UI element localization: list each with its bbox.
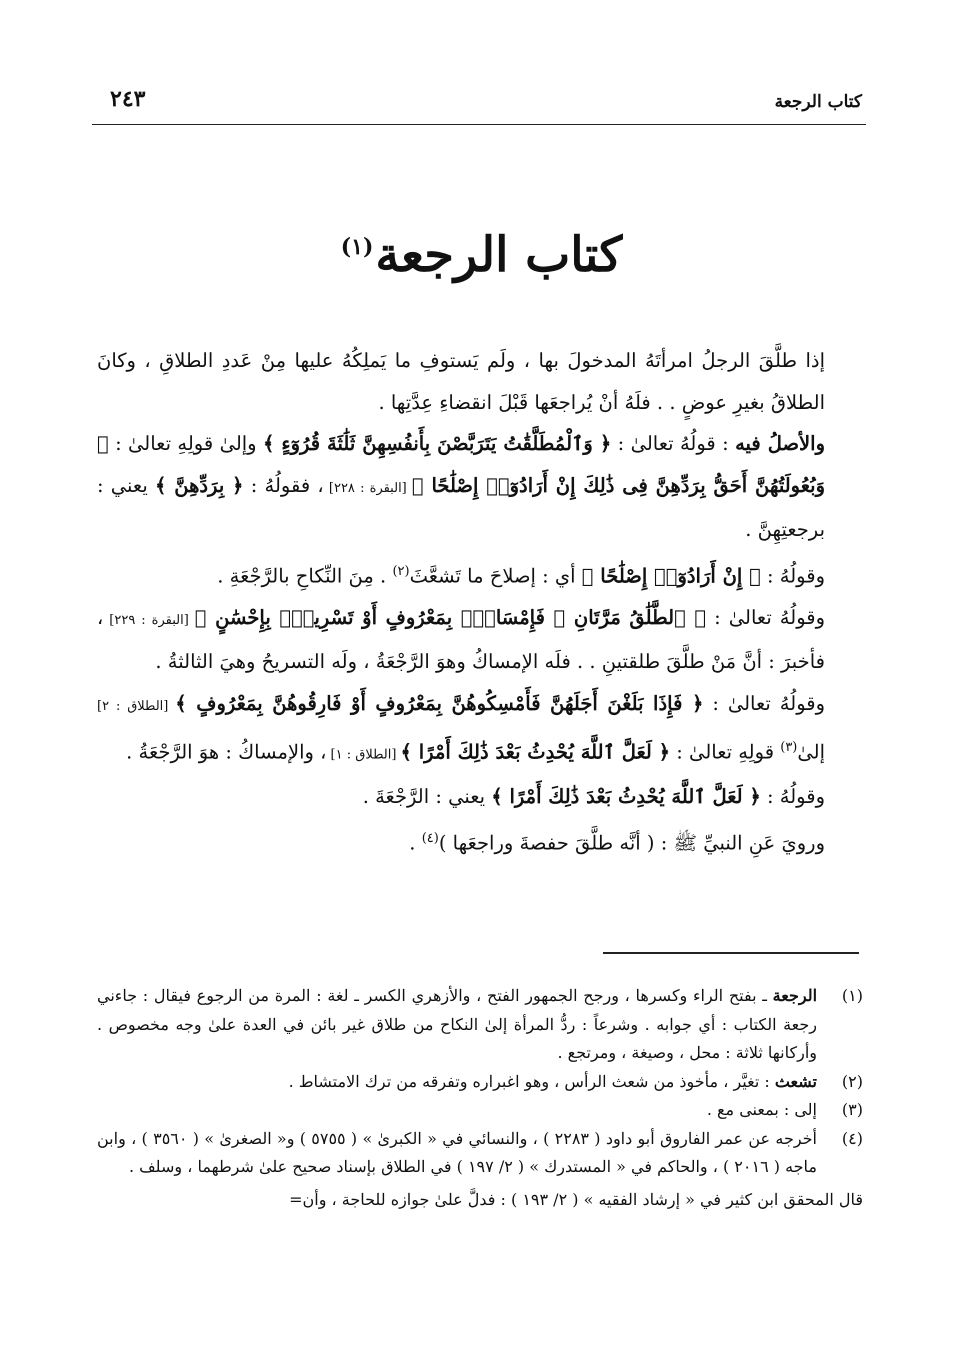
paragraph-5-text-a: وقولُهُ تعالىٰ :: [703, 691, 825, 715]
footnote-headword: تشعث: [774, 1071, 817, 1091]
footnote-1: [97, 982, 863, 1068]
paragraph-2-text-c: ، فقولُهُ :: [243, 473, 324, 497]
footnote-text: إلى : بمعنى مع .: [706, 1100, 817, 1119]
chapter-title-footnote-ref: (١): [340, 234, 374, 260]
footnote-ref-2: (٢): [392, 563, 410, 579]
verse-citation-1: [البقرة : ٢٢٨]: [323, 480, 412, 496]
paragraph-1: إذا طلَّقَ الرجلُ امرأتَهُ المدخولَ بها ، ولَم يَستوفِ ما يَملِكُهُ عليها مِنْ عَددِ الطلاقِ ، وكانَ الطلاقُ بغيرِ عوضٍ . . فلَهُ أنْ يُراجعَها قَبْلَ انقضاءِ عِدَّتِها .: [97, 349, 825, 414]
footnote-separator: [603, 952, 859, 954]
quran-verse-8: ﴿ لَعَلَّ ٱللَّهَ يُحْدِثُ بَعْدَ ذَٰلِكَ أَمْرًا ﴾: [491, 785, 761, 808]
verse-citation-4: [الطلاق : ١]: [326, 747, 401, 763]
footnote-number: (٢): [841, 1071, 863, 1091]
quran-verse-4: ﴿ إِنْ أَرَادُوٓا۟ إِصْلَٰحًا ﴾: [581, 564, 761, 587]
paragraph-3-text-b: أي : إصلاحَ ما تَشعَّثَ: [409, 564, 582, 587]
paragraph-6: [97, 776, 863, 818]
footnote-ref-3: (٣): [780, 740, 798, 755]
running-header: [92, 84, 866, 125]
paragraph-2: [97, 423, 863, 551]
quran-verse-6: ﴿ فَإِذَا بَلَغْنَ أَجَلَهُنَّ فَأَمْسِكُوهُنَّ بِمَعْرُوفٍ أَوْ فَارِقُوهُنَّ بِمَعْرُوفٍ ﴾: [175, 691, 704, 715]
footnote-number: (٣): [841, 1100, 863, 1119]
verse-citation-3: [الطلاق : ٢]: [97, 698, 176, 714]
footnote-3: [97, 1096, 863, 1125]
paragraph-5: [97, 683, 863, 777]
footnotes: [97, 982, 863, 1214]
footnote-headword: الرجعة: [772, 986, 818, 1005]
chapter-title-text: كتاب الرجعة: [375, 227, 623, 283]
footnote-continuation: قال المحقق ابن كثير في « إرشاد الفقيه » ( ٢/ ١٩٣ ) : فدلَّ علىٰ جوازه للحاجة ، وأن=: [289, 1189, 863, 1209]
paragraph-2-text-a: : قولُهُ تعالىٰ :: [611, 432, 736, 455]
paragraph-3-text-c: . مِنَ النِّكاحِ بالرَّجْعَةِ .: [217, 564, 393, 587]
paragraph-3-text-a: وقولُهُ :: [760, 564, 825, 587]
quran-verse-1: ﴿ وَٱلْمُطَلَّقَٰتُ يَتَرَبَّصْنَ بِأَنفُسِهِنَّ ثَلَٰثَةَ قُرُوٓءٍ ﴾: [263, 432, 612, 455]
paragraph-4: [97, 597, 863, 683]
footnote-2: [97, 1068, 863, 1097]
footnote-text: : تغيَّر ، مأخوذ من شعث الرأس ، وهو اغبراره وتفرقه من ترك الامتشاط .: [288, 1071, 775, 1091]
quran-verse-7: ﴿ لَعَلَّ ٱللَّهَ يُحْدِثُ بَعْدَ ذَٰلِكَ أَمْرًا ﴾: [400, 740, 671, 764]
paragraph-2-text-d: يعني : برجعتِهِنَّ .: [97, 473, 825, 541]
footnote-ref-4: (٤): [421, 830, 439, 846]
paragraph-5-text-b: إلىٰ: [797, 740, 825, 764]
paragraph-4-text-b: ، فأخبرَ : أنَّ مَنْ طلَّقَ طلقتينِ . . فلَه الإمساكُ وهوَ الرَّجْعَةُ ، ولَه التسريحُ وهيَ الثالثةُ .: [97, 605, 825, 673]
paragraph-5-text-d: ، والإمساكُ : هوَ الرَّجْعَةُ .: [126, 740, 327, 764]
paragraph-7-text-b: .: [409, 831, 422, 854]
footnote-number: (١): [841, 986, 863, 1005]
footnote-number: (٤): [841, 1128, 863, 1148]
page-number: ٢٤٣: [110, 86, 146, 112]
paragraph-7: [97, 818, 863, 864]
chapter-title: [0, 212, 963, 290]
paragraph-3: [97, 551, 863, 597]
verse-citation-2: [البقرة : ٢٢٩]: [103, 612, 195, 628]
paragraph-7-text-a: ورويَ عَنِ النبيِّ ﷺ : ( أنَّه طلَّقَ حفصةَ وراجعَها ): [438, 831, 825, 854]
quran-verse-5: ﴿ ٱلطَّلَٰقُ مَرَّتَانِ ۖ فَإِمْسَاكٌۢ بِمَعْرُوفٍ أَوْ تَسْرِيحٌۢ بِإِحْسَٰنٍ ﴾: [194, 605, 707, 629]
running-title: كتاب الرجعة: [774, 92, 862, 112]
body-text: [97, 340, 863, 864]
quran-verse-3: ﴿ بِرَدِّهِنَّ ﴾: [155, 473, 244, 497]
paragraph-4-text-a: وقولُهُ تعالىٰ :: [706, 605, 826, 629]
footnote-4: [97, 1125, 863, 1182]
paragraph-2-lead: والأصلُ فيه: [735, 432, 825, 455]
paragraph-2-text-b: وإلىٰ قولِهِ تعالىٰ :: [108, 432, 263, 455]
paragraph-5-text-c: قولِهِ تعالىٰ :: [670, 740, 781, 764]
quran-verse-2: ﴿ وَبُعُولَتُهُنَّ أَحَقُّ بِرَدِّهِنَّ فِى ذَٰلِكَ إِنْ أَرَادُوٓا۟ إِصْلَٰحًا ﴾: [97, 432, 825, 497]
footnote-text: ـ بفتح الراء وكسرها ، ورجح الجمهور الفتح ، والأزهري الكسر ـ لغة : المرة من الرجوع فيقال : جاءني رجعة الكتاب : أي جوابه . وشرعاً : ردُّ المرأة إلىٰ النكاح من طلاق غير بائن في العدة علىٰ وجه مخصوص . وأركانها ثلاثة : محل ، وصيغة ، ومرتجع .: [97, 986, 817, 1062]
footnote-text: أخرجه عن عمر الفاروق أبو داود ( ٢٢٨٣ ) ، والنسائي في « الكبرىٰ » ( ٥٧٥٥ ) و« الصغرىٰ » ( ٣٥٦٠ ) ، وابن ماجه ( ٢٠١٦ ) ، والحاكم في « المستدرك » ( ٢/ ١٩٧ ) في الطلاق بإسناد صحيح علىٰ شرطهما ، وسلف .: [97, 1128, 818, 1176]
paragraph-6-text-a: وقولُهُ :: [760, 785, 825, 808]
paragraph-6-text-b: يعني : الرَّجْعَةَ .: [362, 785, 492, 808]
